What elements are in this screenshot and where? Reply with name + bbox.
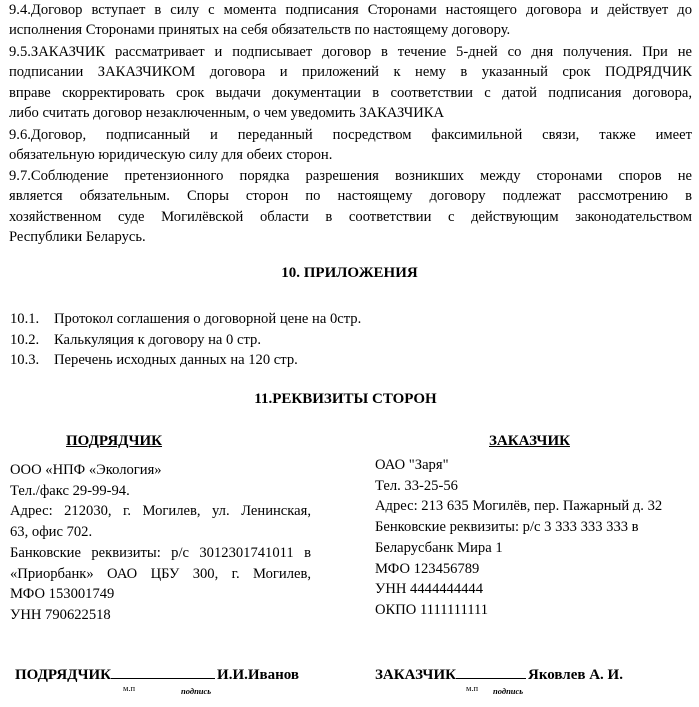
clause-line: либо считать договор незаключенным, о чем уведомить ЗАКАЗЧИКА bbox=[9, 105, 445, 122]
signature-caption: подпись bbox=[493, 686, 524, 696]
stamp-place-label: м.п bbox=[123, 683, 136, 693]
contractor-title: ПОДРЯДЧИК bbox=[66, 433, 163, 449]
customer-signature bbox=[375, 664, 623, 684]
clause-line: 9.4.Договор вступает в силу с момента подписания Сторонами настоящего договора и действует до bbox=[9, 2, 692, 18]
item-text: Калькуляция к договору на 0 стр. bbox=[54, 331, 261, 348]
detail-line: УНН 4444444444 bbox=[375, 581, 484, 598]
detail-line: ООО «НПФ «Экология» bbox=[10, 462, 162, 478]
detail-line: МФО 123456789 bbox=[375, 560, 480, 577]
item-number: 10.3. bbox=[10, 352, 40, 369]
item-text: Перечень исходных данных на 120 стр. bbox=[54, 352, 298, 369]
detail-line: Беларусбанк Мира 1 bbox=[375, 539, 503, 556]
detail-line: 63, офис 702. bbox=[10, 524, 93, 541]
item-number: 10.1. bbox=[10, 311, 40, 327]
detail-line: Банковские реквизиты: р/с 3012301741011 в bbox=[10, 544, 311, 561]
list-item bbox=[10, 350, 361, 371]
signatory-name: И.И.Иванов bbox=[217, 667, 300, 683]
signature-label: ПОДРЯДЧИК bbox=[15, 667, 112, 683]
appendices-heading: 10. ПРИЛОЖЕНИЯ bbox=[281, 265, 418, 281]
item-number: 10.2. bbox=[10, 331, 40, 348]
detail-line: Адрес: 213 635 Могилёв, пер. Пажарный д. 32 bbox=[375, 498, 663, 515]
detail-line: ОАО "Заря" bbox=[375, 457, 449, 473]
appendices-list bbox=[10, 309, 361, 371]
detail-line: Бенковские реквизиты: р/с 3 333 333 333 в bbox=[375, 519, 639, 536]
clause-line: является обязательным. Споры сторон по настоящему договору подлежат рассмотрению в bbox=[9, 188, 692, 205]
clause-9-5 bbox=[9, 42, 692, 124]
contractor-signature bbox=[15, 664, 299, 684]
customer-details bbox=[375, 455, 695, 621]
list-item bbox=[10, 330, 361, 351]
detail-line: Адрес: 212030, г. Могилев, ул. Ленинская, bbox=[10, 503, 311, 520]
detail-line: УНН 790622518 bbox=[10, 606, 111, 623]
clause-line: обязательную юридическую силу для обеих сторон. bbox=[9, 147, 333, 164]
signature-label: ЗАКАЗЧИК bbox=[375, 667, 456, 683]
signature-line bbox=[456, 664, 526, 679]
item-text: Протокол соглашения о договорной цене на 0стр. bbox=[54, 311, 362, 327]
clause-9-6 bbox=[9, 125, 692, 166]
clause-line: 9.6.Договор, подписанный и переданный посредством факсимильной связи, также имеет bbox=[9, 127, 692, 143]
stamp-place-label: м.п bbox=[466, 683, 479, 693]
clause-line: Республики Беларусь. bbox=[9, 229, 146, 246]
signatory-name: Яковлев А. И. bbox=[527, 667, 623, 683]
detail-line: ОКПО 1111111111 bbox=[375, 601, 489, 618]
signature-line bbox=[111, 664, 215, 679]
list-item bbox=[10, 309, 361, 330]
clause-line: 9.5.ЗАКАЗЧИК рассматривает и подписывает договор в течение 5-дней со дня получения. При не bbox=[9, 44, 692, 60]
detail-line: Тел./факс 29-99-94. bbox=[10, 482, 130, 499]
clause-line: подписании ЗАКАЗЧИКОМ договора и приложений к нему в указанный срок ПОДРЯДЧИК bbox=[9, 64, 692, 81]
detail-line: «Приорбанк» ОАО ЦБУ 300, г. Могилев, bbox=[10, 565, 311, 582]
detail-line: МФО 153001749 bbox=[10, 586, 115, 603]
clause-9-7 bbox=[9, 166, 692, 248]
clause-line: исполнения Сторонами принятых на себя обязательств по настоящему договору. bbox=[9, 22, 511, 39]
signature-caption: подпись bbox=[181, 686, 212, 696]
clause-line: 9.7.Соблюдение претензионного порядка разрешения возникших между сторонами споров не bbox=[9, 168, 692, 184]
contractor-details bbox=[10, 460, 311, 626]
clause-line: хозяйственном суде Могилёвской области в соответствии с действующим законодательством bbox=[9, 208, 692, 225]
clause-9-4 bbox=[9, 0, 692, 41]
customer-title: ЗАКАЗЧИК bbox=[489, 433, 570, 449]
clause-line: вправе скорректировать срок выдачи документации в соответствии с датой подписания договора, bbox=[9, 84, 692, 101]
requisites-heading: 11.РЕКВИЗИТЫ СТОРОН bbox=[254, 391, 437, 407]
detail-line: Тел. 33-25-56 bbox=[375, 477, 458, 494]
